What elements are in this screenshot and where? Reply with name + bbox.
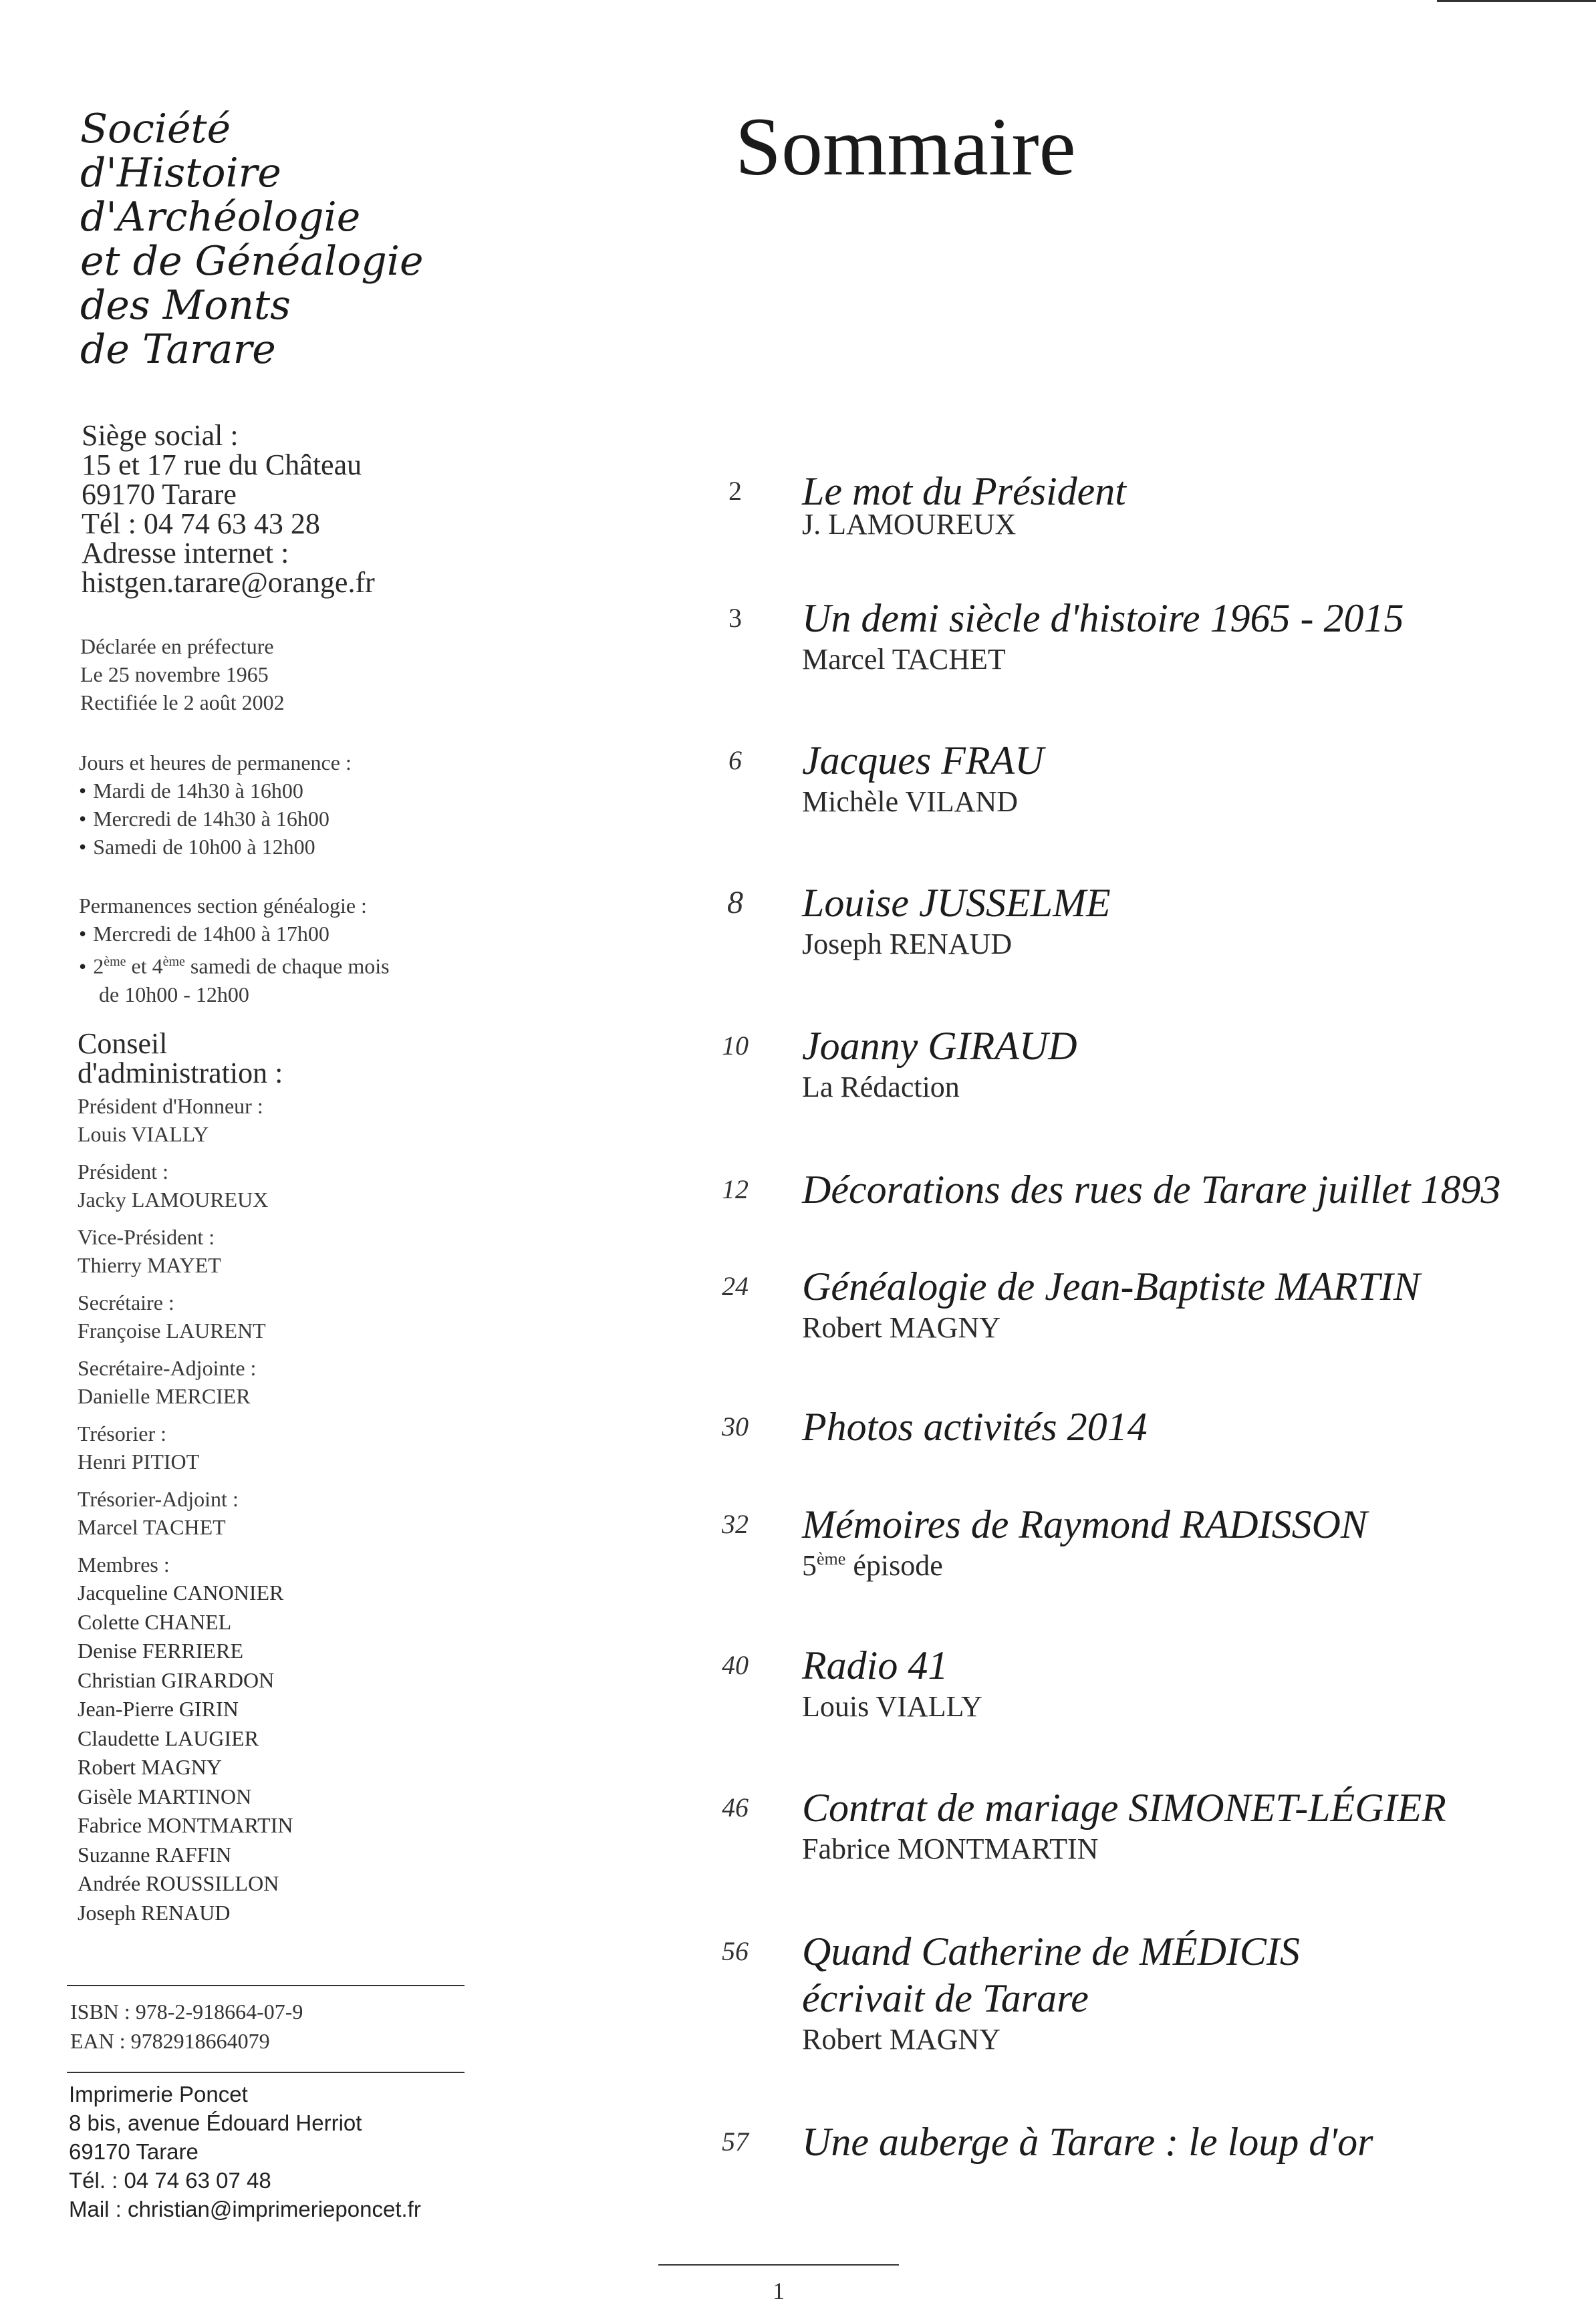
toc-title-continued: écrivait de Tarare	[802, 1976, 1089, 2020]
toc-author: La Rédaction	[802, 1071, 960, 1103]
toc-entry-body	[802, 1023, 1077, 1105]
toc-author: Fabrice MONTMARTIN	[802, 1832, 1099, 1865]
head-office-block	[82, 421, 375, 597]
board-block	[78, 1029, 293, 1927]
toc-entry-body	[802, 1403, 1148, 1450]
genealogy-permanence-title: Permanences section généalogie :	[79, 894, 367, 918]
left-column	[0, 0, 521, 2313]
society-name-line: des Monts	[80, 282, 291, 329]
board-title: Conseil	[78, 1027, 168, 1060]
officer-name: Danielle MERCIER	[78, 1384, 251, 1408]
officer-role: Secrétaire :	[78, 1290, 174, 1315]
toc-entry-body	[802, 1784, 1446, 1867]
permanence-block	[79, 749, 352, 861]
member: Fabrice MONTMARTIN	[78, 1813, 293, 1837]
street-address: 15 et 17 rue du Château	[82, 448, 362, 481]
permanence-item: • Mardi de 14h30 à 16h00	[79, 777, 352, 805]
officer-name: Françoise LAURENT	[78, 1319, 266, 1343]
declaration-block	[80, 632, 285, 716]
officer-name: Henri PITIOT	[78, 1450, 200, 1474]
permanence-item: • Samedi de 10h00 à 12h00	[79, 833, 352, 861]
toc-author: 5ème épisode	[802, 1549, 943, 1582]
toc-page-number: 3	[728, 603, 742, 633]
toc-title: Joanny GIRAUD	[802, 1024, 1077, 1068]
toc-entry-body	[802, 468, 1126, 543]
toc-author: Michèle VILAND	[802, 785, 1018, 818]
toc-page-number: 32	[722, 1509, 749, 1539]
toc-page-number: 56	[722, 1936, 749, 1966]
email-label: Adresse internet :	[82, 537, 289, 569]
toc-author: Robert MAGNY	[802, 2023, 1001, 2056]
toc-entry-body	[802, 1928, 1300, 2058]
toc-entry-body	[802, 1642, 982, 1725]
officer-role: Trésorier :	[78, 1421, 167, 1446]
member: Christian GIRARDON	[78, 1667, 275, 1692]
member: Joseph RENAUD	[78, 1900, 231, 1925]
officer-role: Vice-Président :	[78, 1225, 215, 1249]
society-name-line: de Tarare	[80, 326, 276, 373]
officer-role: Président :	[78, 1160, 168, 1184]
toc-page-number: 24	[722, 1271, 749, 1301]
printer-block	[69, 2080, 421, 2223]
toc-page-number: 46	[722, 1792, 749, 1822]
toc-entry-body	[802, 737, 1044, 820]
isbn: ISBN : 978-2-918664-07-9	[70, 2000, 303, 2024]
member: Gisèle MARTINON	[78, 1784, 252, 1808]
officer	[78, 1288, 293, 1345]
page-title: Sommaire	[735, 101, 1076, 192]
phone: Tél : 04 74 63 43 28	[82, 507, 320, 540]
toc-author: Marcel TACHET	[802, 643, 1006, 676]
toc-entry-body	[802, 2119, 1373, 2165]
toc-title: Jacques FRAU	[802, 738, 1044, 783]
toc-title: Louise JUSSELME	[802, 881, 1111, 925]
toc-page-number: 40	[722, 1650, 749, 1680]
printer-name: Imprimerie Poncet	[69, 2082, 248, 2106]
page-number: 1	[773, 2278, 785, 2304]
officer	[78, 1158, 293, 1214]
officer-name: Louis VIALLY	[78, 1122, 209, 1146]
toc-entry-body	[802, 1166, 1501, 1213]
toc-title: Une auberge à Tarare : le loup d'or	[802, 2120, 1373, 2164]
permanence-item: • Mercredi de 14h30 à 16h00	[79, 805, 352, 833]
toc-author: Robert MAGNY	[802, 1311, 1001, 1344]
members-list	[78, 1579, 293, 1927]
genealogy-permanence-item: • Mercredi de 14h00 à 17h00	[79, 920, 390, 948]
society-name	[80, 107, 423, 372]
toc-entry-body	[802, 595, 1404, 678]
toc-title: Quand Catherine de MÉDICIS	[802, 1929, 1300, 1974]
member: Jean-Pierre GIRIN	[78, 1697, 239, 1721]
toc-page-number: 6	[728, 745, 742, 775]
table-of-contents	[722, 0, 1577, 2313]
toc-page-number: 10	[722, 1031, 749, 1061]
city-address: 69170 Tarare	[82, 478, 237, 511]
members-label: Membres :	[78, 1552, 170, 1577]
toc-author: J. LAMOUREUX	[802, 508, 1017, 541]
genealogy-permanence-block	[79, 892, 390, 1008]
declaration-line: Déclarée en préfecture	[80, 634, 274, 658]
ean: EAN : 9782918664079	[70, 2029, 270, 2053]
genealogy-permanence-item: • 2ème et 4ème samedi de chaque mois	[79, 948, 390, 980]
officer-role: Secrétaire-Adjointe :	[78, 1356, 257, 1380]
divider	[67, 1985, 464, 1986]
toc-title: Contrat de mariage SIMONET-LÉGIER	[802, 1786, 1446, 1830]
toc-title: Le mot du Président	[802, 469, 1126, 513]
member: Denise FERRIERE	[78, 1639, 243, 1663]
society-name-line: et de Généalogie	[80, 238, 424, 285]
member: Andrée ROUSSILLON	[78, 1871, 279, 1895]
board-officers	[78, 1092, 293, 1541]
declaration-line: Rectifiée le 2 août 2002	[80, 690, 285, 714]
printer-email: Mail : christian@imprimerieponcet.fr	[69, 2197, 421, 2221]
printer-city: 69170 Tarare	[69, 2139, 198, 2164]
toc-title: Décorations des rues de Tarare juillet 1893	[802, 1168, 1501, 1212]
officer-name: Marcel TACHET	[78, 1515, 226, 1539]
society-name-line: d'Histoire	[80, 150, 281, 196]
toc-page-number: 57	[722, 2127, 749, 2157]
toc-author: Louis VIALLY	[802, 1690, 982, 1723]
member: Colette CHANEL	[78, 1609, 232, 1634]
society-name-line: d'Archéologie	[80, 194, 361, 241]
toc-page-number: 30	[722, 1411, 749, 1442]
declaration-line: Le 25 novembre 1965	[80, 662, 269, 686]
toc-entry-body	[802, 1263, 1420, 1346]
member: Claudette LAUGIER	[78, 1726, 259, 1750]
officer-role: Président d'Honneur :	[78, 1094, 263, 1118]
toc-title: Mémoires de Raymond RADISSON	[802, 1502, 1367, 1546]
toc-page-number: 2	[728, 476, 742, 506]
toc-title: Un demi siècle d'histoire 1965 - 2015	[802, 596, 1404, 640]
toc-page-number: 8	[727, 885, 743, 920]
email-address: histgen.tarare@orange.fr	[82, 566, 375, 599]
officer-name: Thierry MAYET	[78, 1253, 221, 1277]
officer	[78, 1419, 293, 1476]
officer-role: Trésorier-Adjoint :	[78, 1487, 239, 1511]
genealogy-permanence-item-hours: de 10h00 - 12h00	[99, 982, 249, 1006]
toc-title: Photos activités 2014	[802, 1405, 1148, 1449]
toc-title: Radio 41	[802, 1643, 948, 1687]
isbn-block	[70, 1997, 303, 2056]
society-name-line: Société	[80, 106, 231, 152]
permanence-title: Jours et heures de permanence :	[79, 751, 352, 775]
toc-title: Généalogie de Jean-Baptiste MARTIN	[802, 1264, 1420, 1309]
divider	[67, 2072, 464, 2073]
toc-entry-body	[802, 1501, 1367, 1584]
officer-name: Jacky LAMOUREUX	[78, 1188, 269, 1212]
officer	[78, 1485, 293, 1541]
printer-street: 8 bis, avenue Édouard Herriot	[69, 2111, 362, 2135]
board-title: d'administration :	[78, 1057, 283, 1089]
toc-page-number: 12	[722, 1174, 749, 1204]
footer-rule	[658, 2264, 899, 2266]
member: Robert MAGNY	[78, 1755, 222, 1779]
toc-author: Joseph RENAUD	[802, 928, 1013, 960]
officer	[78, 1092, 293, 1148]
member: Suzanne RAFFIN	[78, 1842, 232, 1867]
toc-entry-body	[802, 879, 1111, 962]
head-office-label: Siège social :	[82, 419, 239, 452]
printer-phone: Tél. : 04 74 63 07 48	[69, 2168, 271, 2193]
officer	[78, 1223, 293, 1279]
member: Jacqueline CANONIER	[78, 1581, 284, 1605]
officer	[78, 1354, 293, 1410]
